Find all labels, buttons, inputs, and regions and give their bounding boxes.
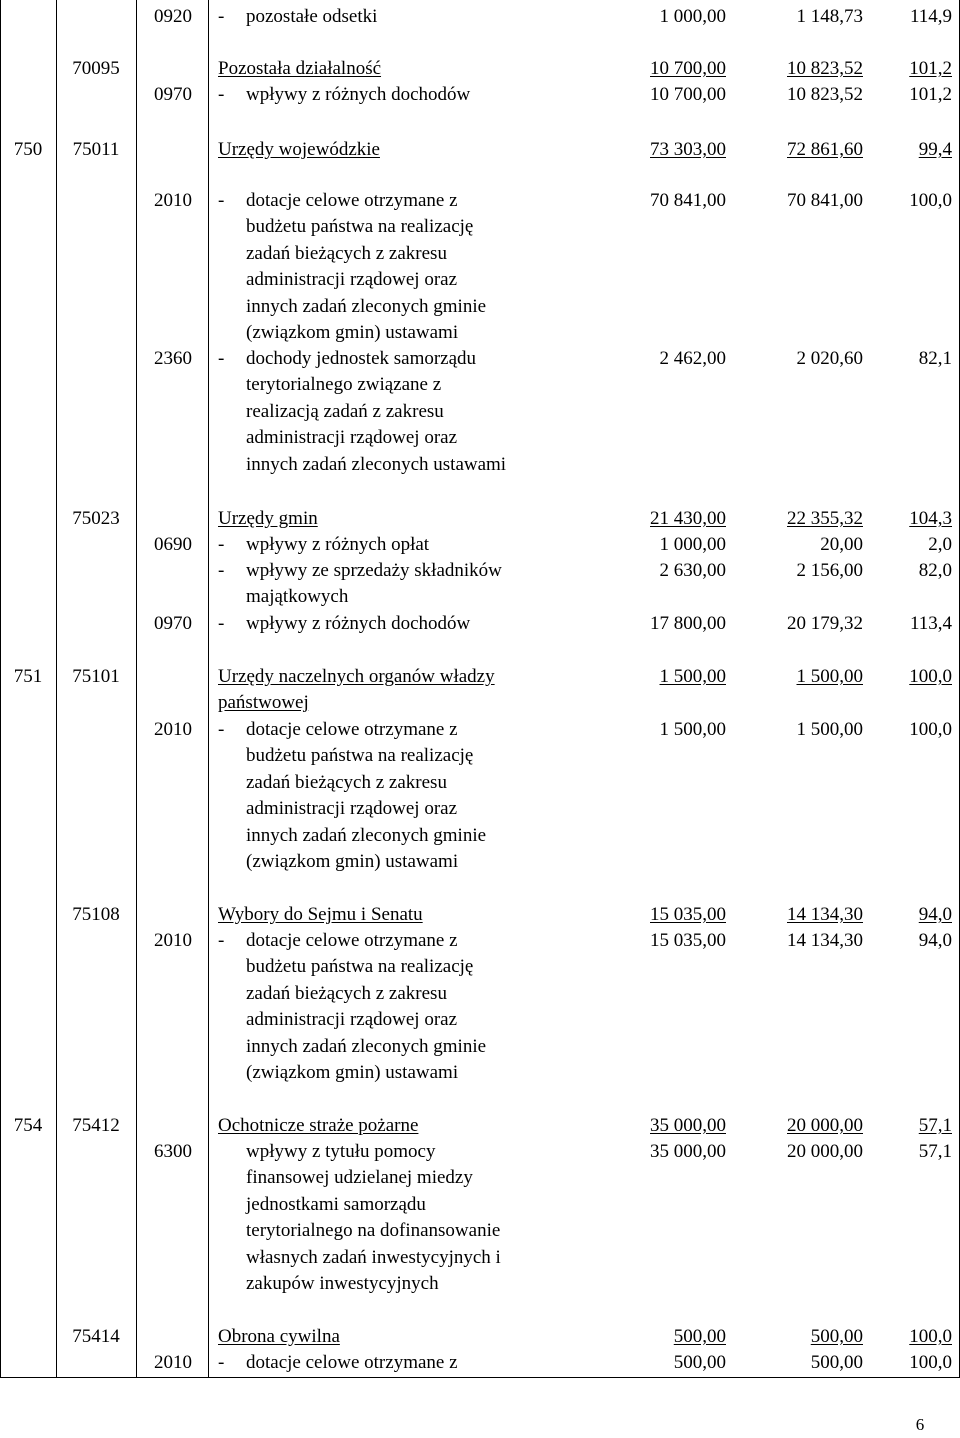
- plan-amount: 1 000,00: [659, 534, 726, 555]
- description-cell: [218, 56, 568, 82]
- description-line: [218, 506, 568, 532]
- column-divider: [136, 0, 137, 1378]
- description-line: [218, 796, 568, 822]
- plan-amount: 15 035,00: [650, 904, 726, 925]
- description-line: [218, 558, 568, 584]
- description-cell: [218, 4, 568, 30]
- description-cell: [218, 1113, 568, 1139]
- executed-amount: 10 823,52: [787, 58, 863, 79]
- description-text: realizacją zadań z zakresu: [246, 400, 444, 422]
- description-line: [218, 1192, 568, 1218]
- description-line: [218, 823, 568, 849]
- description-text: terytorialnego związane z: [246, 374, 442, 396]
- description-text: zadań bieżących z zakresu: [246, 771, 447, 793]
- description-text: (związkom gmin) ustawami: [246, 321, 459, 343]
- percent-value: 57,1: [918, 1115, 952, 1136]
- description-cell: [218, 1324, 568, 1350]
- description-text: innych zadań zleconych gminie: [246, 824, 487, 846]
- dzial-cell: 750: [13, 139, 43, 160]
- dzial-cell: 754: [13, 1115, 43, 1136]
- page-number: 6: [915, 1415, 925, 1434]
- description-text: Wybory do Sejmu i Senatu: [218, 904, 423, 925]
- percent-value: 100,0: [909, 190, 952, 211]
- description-text: administracji rządowej oraz: [246, 1009, 458, 1031]
- rozdzial-cell: 75101: [72, 666, 120, 687]
- description-cell: [218, 346, 568, 478]
- description-line: [218, 902, 568, 928]
- description-text: jednostkami samorządu: [246, 1193, 426, 1215]
- rozdzial-cell: 75414: [72, 1326, 120, 1347]
- description-line: [218, 267, 568, 293]
- paragraf-cell: 0970: [154, 84, 192, 105]
- percent-value: 82,0: [918, 560, 952, 581]
- plan-amount: 10 700,00: [650, 84, 726, 105]
- description-text: administracji rządowej oraz: [246, 427, 458, 449]
- paragraf-cell: 0920: [154, 6, 192, 27]
- percent-value: 101,2: [909, 84, 952, 105]
- description-text: Urzędy wojewódzkie: [218, 139, 380, 160]
- description-text: zadań bieżących z zakresu: [246, 242, 447, 264]
- percent-value: 100,0: [909, 666, 952, 687]
- plan-amount: 70 841,00: [650, 190, 726, 211]
- dash-bullet: -: [218, 534, 225, 555]
- executed-amount: 14 134,30: [787, 904, 863, 925]
- executed-amount: 2 156,00: [796, 560, 863, 581]
- table-border-left: [0, 0, 1, 1378]
- description-text: (związkom gmin) ustawami: [246, 850, 459, 872]
- executed-amount: 22 355,32: [787, 508, 863, 529]
- percent-value: 94,0: [918, 930, 952, 951]
- description-text: wpływy ze sprzedaży składników: [246, 560, 502, 581]
- description-text: wpływy z różnych opłat: [246, 534, 430, 555]
- executed-amount: 1 148,73: [796, 6, 863, 27]
- executed-amount: 14 134,30: [787, 930, 863, 951]
- description-text: Urzędy naczelnych organów władzy: [218, 666, 495, 687]
- percent-value: 101,2: [909, 58, 952, 79]
- paragraf-cell: 2010: [154, 930, 192, 951]
- description-line: [218, 849, 568, 875]
- executed-amount: 72 861,60: [787, 139, 863, 160]
- description-text: budżetu państwa na realizację: [246, 956, 474, 978]
- description-line: [218, 56, 568, 82]
- rozdzial-cell: 70095: [72, 58, 120, 79]
- description-text: finansowej udzielanej miedzy: [246, 1167, 473, 1189]
- percent-value: 100,0: [909, 719, 952, 740]
- description-line: [218, 1007, 568, 1033]
- rozdzial-cell: 75412: [72, 1115, 120, 1136]
- description-text: wpływy z różnych dochodów: [246, 84, 471, 105]
- description-text: państwowej: [218, 692, 309, 714]
- description-text: pozostałe odsetki: [246, 6, 378, 27]
- rozdzial-cell: 75011: [72, 139, 120, 160]
- plan-amount: 500,00: [673, 1352, 726, 1373]
- description-line: [218, 1324, 568, 1350]
- description-text: zadań bieżących z zakresu: [246, 982, 447, 1004]
- description-cell: [218, 611, 568, 637]
- description-text: innych zadań zleconych gminie: [246, 1035, 487, 1057]
- plan-amount: 73 303,00: [650, 139, 726, 160]
- description-line: [218, 1113, 568, 1139]
- paragraf-cell: 2010: [154, 719, 192, 740]
- description-cell: [218, 717, 568, 875]
- dash-bullet: -: [218, 560, 225, 581]
- description-text: dochody jednostek samorządu: [246, 348, 477, 369]
- percent-value: 104,3: [909, 508, 952, 529]
- description-text: budżetu państwa na realizację: [246, 216, 474, 238]
- description-line: [218, 1165, 568, 1191]
- percent-value: 100,0: [909, 1352, 952, 1373]
- percent-value: 2,0: [928, 534, 952, 555]
- description-text: dotacje celowe otrzymane z: [246, 930, 458, 951]
- executed-amount: 2 020,60: [796, 348, 863, 369]
- description-cell: [218, 902, 568, 928]
- percent-value: 114,9: [909, 6, 952, 27]
- description-line: [218, 981, 568, 1007]
- plan-amount: 1 000,00: [659, 6, 726, 27]
- paragraf-cell: 0970: [154, 613, 192, 634]
- percent-value: 94,0: [918, 904, 952, 925]
- executed-amount: 20 000,00: [787, 1141, 863, 1162]
- plan-amount: 1 500,00: [659, 719, 726, 740]
- description-line: [218, 137, 568, 163]
- description-line: [218, 214, 568, 240]
- description-text: Obrona cywilna: [218, 1326, 340, 1347]
- description-line: [218, 584, 568, 610]
- description-line: [218, 532, 568, 558]
- table-border-bottom: [0, 1377, 960, 1378]
- dash-bullet: -: [218, 719, 225, 740]
- description-cell: [218, 1139, 568, 1297]
- description-line: [218, 294, 568, 320]
- description-line: [218, 690, 568, 716]
- plan-amount: 35 000,00: [650, 1141, 726, 1162]
- description-cell: [218, 188, 568, 346]
- executed-amount: 10 823,52: [787, 84, 863, 105]
- dash-bullet: -: [218, 1352, 225, 1373]
- plan-amount: 500,00: [673, 1326, 726, 1347]
- description-line: [218, 1350, 568, 1376]
- dash-bullet: -: [218, 84, 225, 105]
- rozdzial-cell: 75108: [72, 904, 120, 925]
- description-line: [218, 1245, 568, 1271]
- percent-value: 100,0: [909, 1326, 952, 1347]
- description-text: własnych zadań inwestycyjnych i: [246, 1246, 501, 1268]
- description-line: [218, 954, 568, 980]
- plan-amount: 10 700,00: [650, 58, 726, 79]
- description-text: administracji rządowej oraz: [246, 798, 458, 820]
- description-line: [218, 611, 568, 637]
- paragraf-cell: 6300: [154, 1141, 192, 1162]
- executed-amount: 20,00: [820, 534, 863, 555]
- description-text: terytorialnego na dofinansowanie: [246, 1220, 501, 1242]
- description-cell: [218, 82, 568, 108]
- description-cell: [218, 928, 568, 1086]
- description-text: dotacje celowe otrzymane z: [246, 1352, 458, 1373]
- executed-amount: 20 000,00: [787, 1115, 863, 1136]
- percent-value: 57,1: [918, 1141, 952, 1162]
- description-text: administracji rządowej oraz: [246, 269, 458, 291]
- description-text: budżetu państwa na realizację: [246, 745, 474, 767]
- executed-amount: 500,00: [810, 1352, 863, 1373]
- description-cell: [218, 1350, 568, 1376]
- description-text: innych zadań zleconych gminie: [246, 295, 487, 317]
- description-line: [218, 770, 568, 796]
- description-cell: [218, 137, 568, 163]
- paragraf-cell: 0690: [154, 534, 192, 555]
- plan-amount: 35 000,00: [650, 1115, 726, 1136]
- description-line: [218, 399, 568, 425]
- executed-amount: 70 841,00: [787, 190, 863, 211]
- description-text: Urzędy gmin: [218, 508, 318, 529]
- description-line: [218, 372, 568, 398]
- paragraf-cell: 2360: [154, 348, 192, 369]
- description-text: wpływy z różnych dochodów: [246, 613, 471, 634]
- description-line: [218, 1218, 568, 1244]
- percent-value: 99,4: [918, 139, 952, 160]
- description-text: dotacje celowe otrzymane z: [246, 719, 458, 740]
- executed-amount: 1 500,00: [796, 666, 863, 687]
- column-divider: [56, 0, 57, 1378]
- description-line: [218, 241, 568, 267]
- dzial-cell: 751: [13, 666, 43, 687]
- description-line: [218, 425, 568, 451]
- plan-amount: 1 500,00: [659, 666, 726, 687]
- plan-amount: 17 800,00: [650, 613, 726, 634]
- description-line: [218, 320, 568, 346]
- description-line: [218, 1060, 568, 1086]
- description-line: [218, 452, 568, 478]
- description-cell: [218, 558, 568, 611]
- dash-bullet: -: [218, 348, 225, 369]
- plan-amount: 15 035,00: [650, 930, 726, 951]
- paragraf-cell: 2010: [154, 190, 192, 211]
- description-line: [218, 928, 568, 954]
- description-text: innych zadań zleconych ustawami: [246, 453, 507, 475]
- description-text: Ochotnicze straże pożarne: [218, 1115, 419, 1136]
- description-line: [218, 717, 568, 743]
- dash-bullet: -: [218, 930, 225, 951]
- description-text: wpływy z tytułu pomocy: [246, 1141, 436, 1162]
- description-cell: [218, 664, 568, 717]
- description-text: (związkom gmin) ustawami: [246, 1061, 459, 1083]
- percent-value: 113,4: [909, 613, 952, 634]
- executed-amount: 20 179,32: [787, 613, 863, 634]
- plan-amount: 21 430,00: [650, 508, 726, 529]
- description-line: [218, 1271, 568, 1297]
- dash-bullet: -: [218, 613, 225, 634]
- description-text: zakupów inwestycyjnych: [246, 1272, 439, 1294]
- description-line: [218, 1034, 568, 1060]
- plan-amount: 2 630,00: [659, 560, 726, 581]
- description-line: [218, 4, 568, 30]
- paragraf-cell: 2010: [154, 1352, 192, 1373]
- percent-value: 82,1: [918, 348, 952, 369]
- description-line: [218, 664, 568, 690]
- description-cell: [218, 506, 568, 532]
- description-text: Pozostała działalność: [218, 58, 382, 79]
- dash-bullet: -: [218, 6, 225, 27]
- description-cell: [218, 532, 568, 558]
- description-line: [218, 743, 568, 769]
- description-text: dotacje celowe otrzymane z: [246, 190, 458, 211]
- column-divider: [208, 0, 209, 1378]
- description-line: [218, 346, 568, 372]
- executed-amount: 1 500,00: [796, 719, 863, 740]
- dash-bullet: -: [218, 190, 225, 211]
- description-text: majątkowych: [246, 586, 349, 608]
- executed-amount: 500,00: [810, 1326, 863, 1347]
- plan-amount: 2 462,00: [659, 348, 726, 369]
- rozdzial-cell: 75023: [72, 508, 120, 529]
- description-line: [218, 1139, 568, 1165]
- description-line: [218, 82, 568, 108]
- description-line: [218, 188, 568, 214]
